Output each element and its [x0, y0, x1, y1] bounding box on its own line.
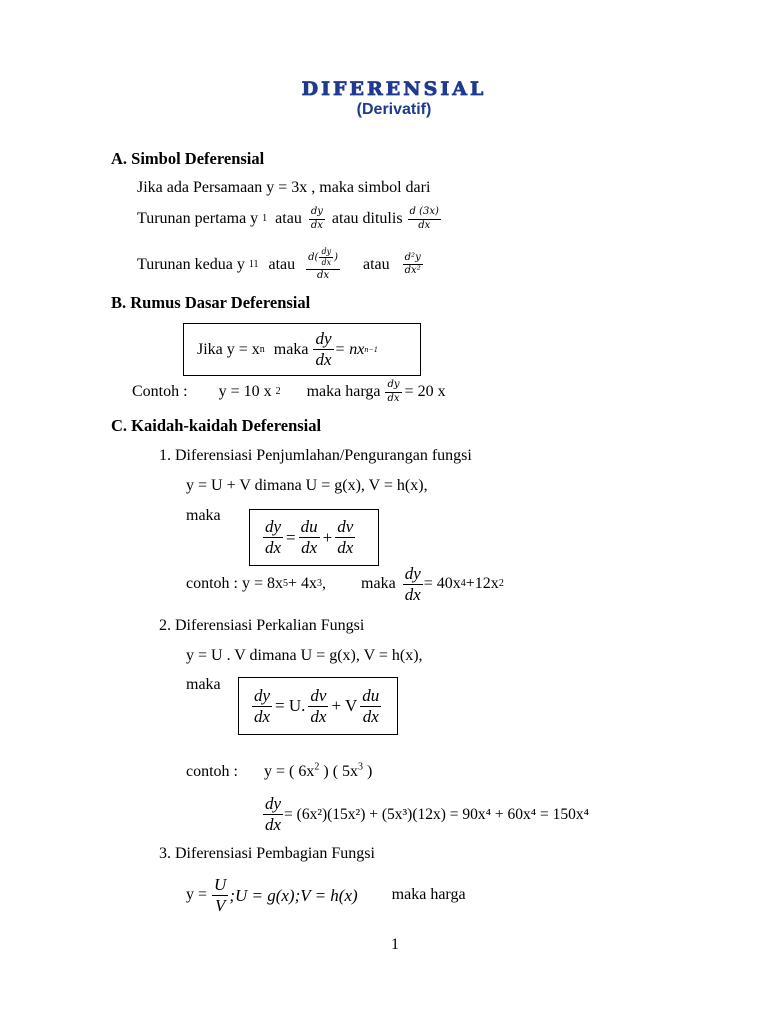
page-title: DIFERENSIAL	[301, 78, 487, 100]
item1-example: contoh : y = 8x 5 + 4x 3 , maka $\frac{dy}{dx}$ = 40x 4 +12x 2	[186, 564, 504, 604]
section-a-line1: Jika ada Persamaan y = 3x , maka simbol dari	[137, 179, 431, 196]
d2y-dx2-fraction: $\frac{\text{d²y}}{\text{dx²}}$	[404, 251, 421, 277]
page-subtitle: (Derivatif)	[356, 101, 432, 118]
item2-maka: maka	[186, 676, 221, 693]
item2-calculation: $\frac{dy}{dx}$ = (6x²)(15x²) + (5x³)(12x) = 90x⁴ + 60x⁴ = 150x⁴	[265, 794, 590, 834]
sum-rule-box: $\frac{dy}{dx}$ = $\frac{du}{dx}$ + $\frac{dv}{dx}$	[249, 509, 379, 566]
item3-definition: y = $\frac{U}{V}$ ;U = g(x);V = h(x) maka harga	[186, 875, 466, 915]
item1-maka: maka	[186, 507, 221, 524]
page-number: 1	[391, 936, 399, 953]
item2-title: 2. Diferensiasi Perkalian Fungsi	[159, 617, 365, 634]
box-dy-dx-fraction: $\frac{dy}{dx}$	[315, 329, 332, 369]
u-over-v-fraction: $\frac{U}{V}$	[214, 875, 227, 915]
item1-title: 1. Diferensiasi Penjumlahan/Pengurangan fungsi	[159, 447, 472, 464]
example-dy-dx-fraction: $\frac{dy}{dx}$	[387, 379, 400, 404]
section-a-line2: Turunan pertama y 1 atau $\frac{dy}{dx}$ atau ditulis $\frac{d (3x)}{dx}$	[137, 206, 439, 231]
product-rule-box: $\frac{dy}{dx}$ = U. $\frac{dv}{dx}$ + V $\frac{du}{dx}$	[238, 677, 398, 735]
section-b-heading: B. Rumus Dasar Deferensial	[111, 293, 311, 312]
item1-example-fraction: $\frac{dy}{dx}$	[404, 564, 421, 604]
section-a-line3: Turunan kedua y 11 atau d( $\frac{dy}{dx}$ ) dx atau $\frac{\text{d²y}}{\text{dx²}}$	[137, 247, 421, 281]
basic-formula-box: Jika y = x n maka $\frac{dy}{dx}$ = nx n−1	[183, 323, 421, 376]
item1-definition: y = U + V dimana U = g(x), V = h(x),	[186, 477, 428, 494]
item2-calc-fraction: $\frac{dy}{dx}$	[265, 794, 282, 834]
d3x-dx-fraction: $\frac{d (3x)}{dx}$	[409, 206, 439, 231]
item3-title: 3. Diferensiasi Pembagian Fungsi	[159, 845, 375, 862]
dy-dx-fraction: $\frac{dy}{dx}$	[310, 206, 323, 231]
second-derivative-nested-fraction: d( $\frac{dy}{dx}$ ) dx	[308, 247, 338, 281]
section-c-heading: C. Kaidah-kaidah Deferensial	[111, 416, 322, 435]
item2-definition: y = U . V dimana U = g(x), V = h(x),	[186, 647, 423, 664]
section-b-example: Contoh : y = 10 x 2 maka harga $\frac{dy}{dx}$ = 20 x	[132, 379, 446, 404]
item2-example: contoh : y = ( $6x^2$ ) ( $5x^3$ )	[186, 761, 373, 780]
section-a-heading: A. Simbol Deferensial	[111, 149, 265, 168]
